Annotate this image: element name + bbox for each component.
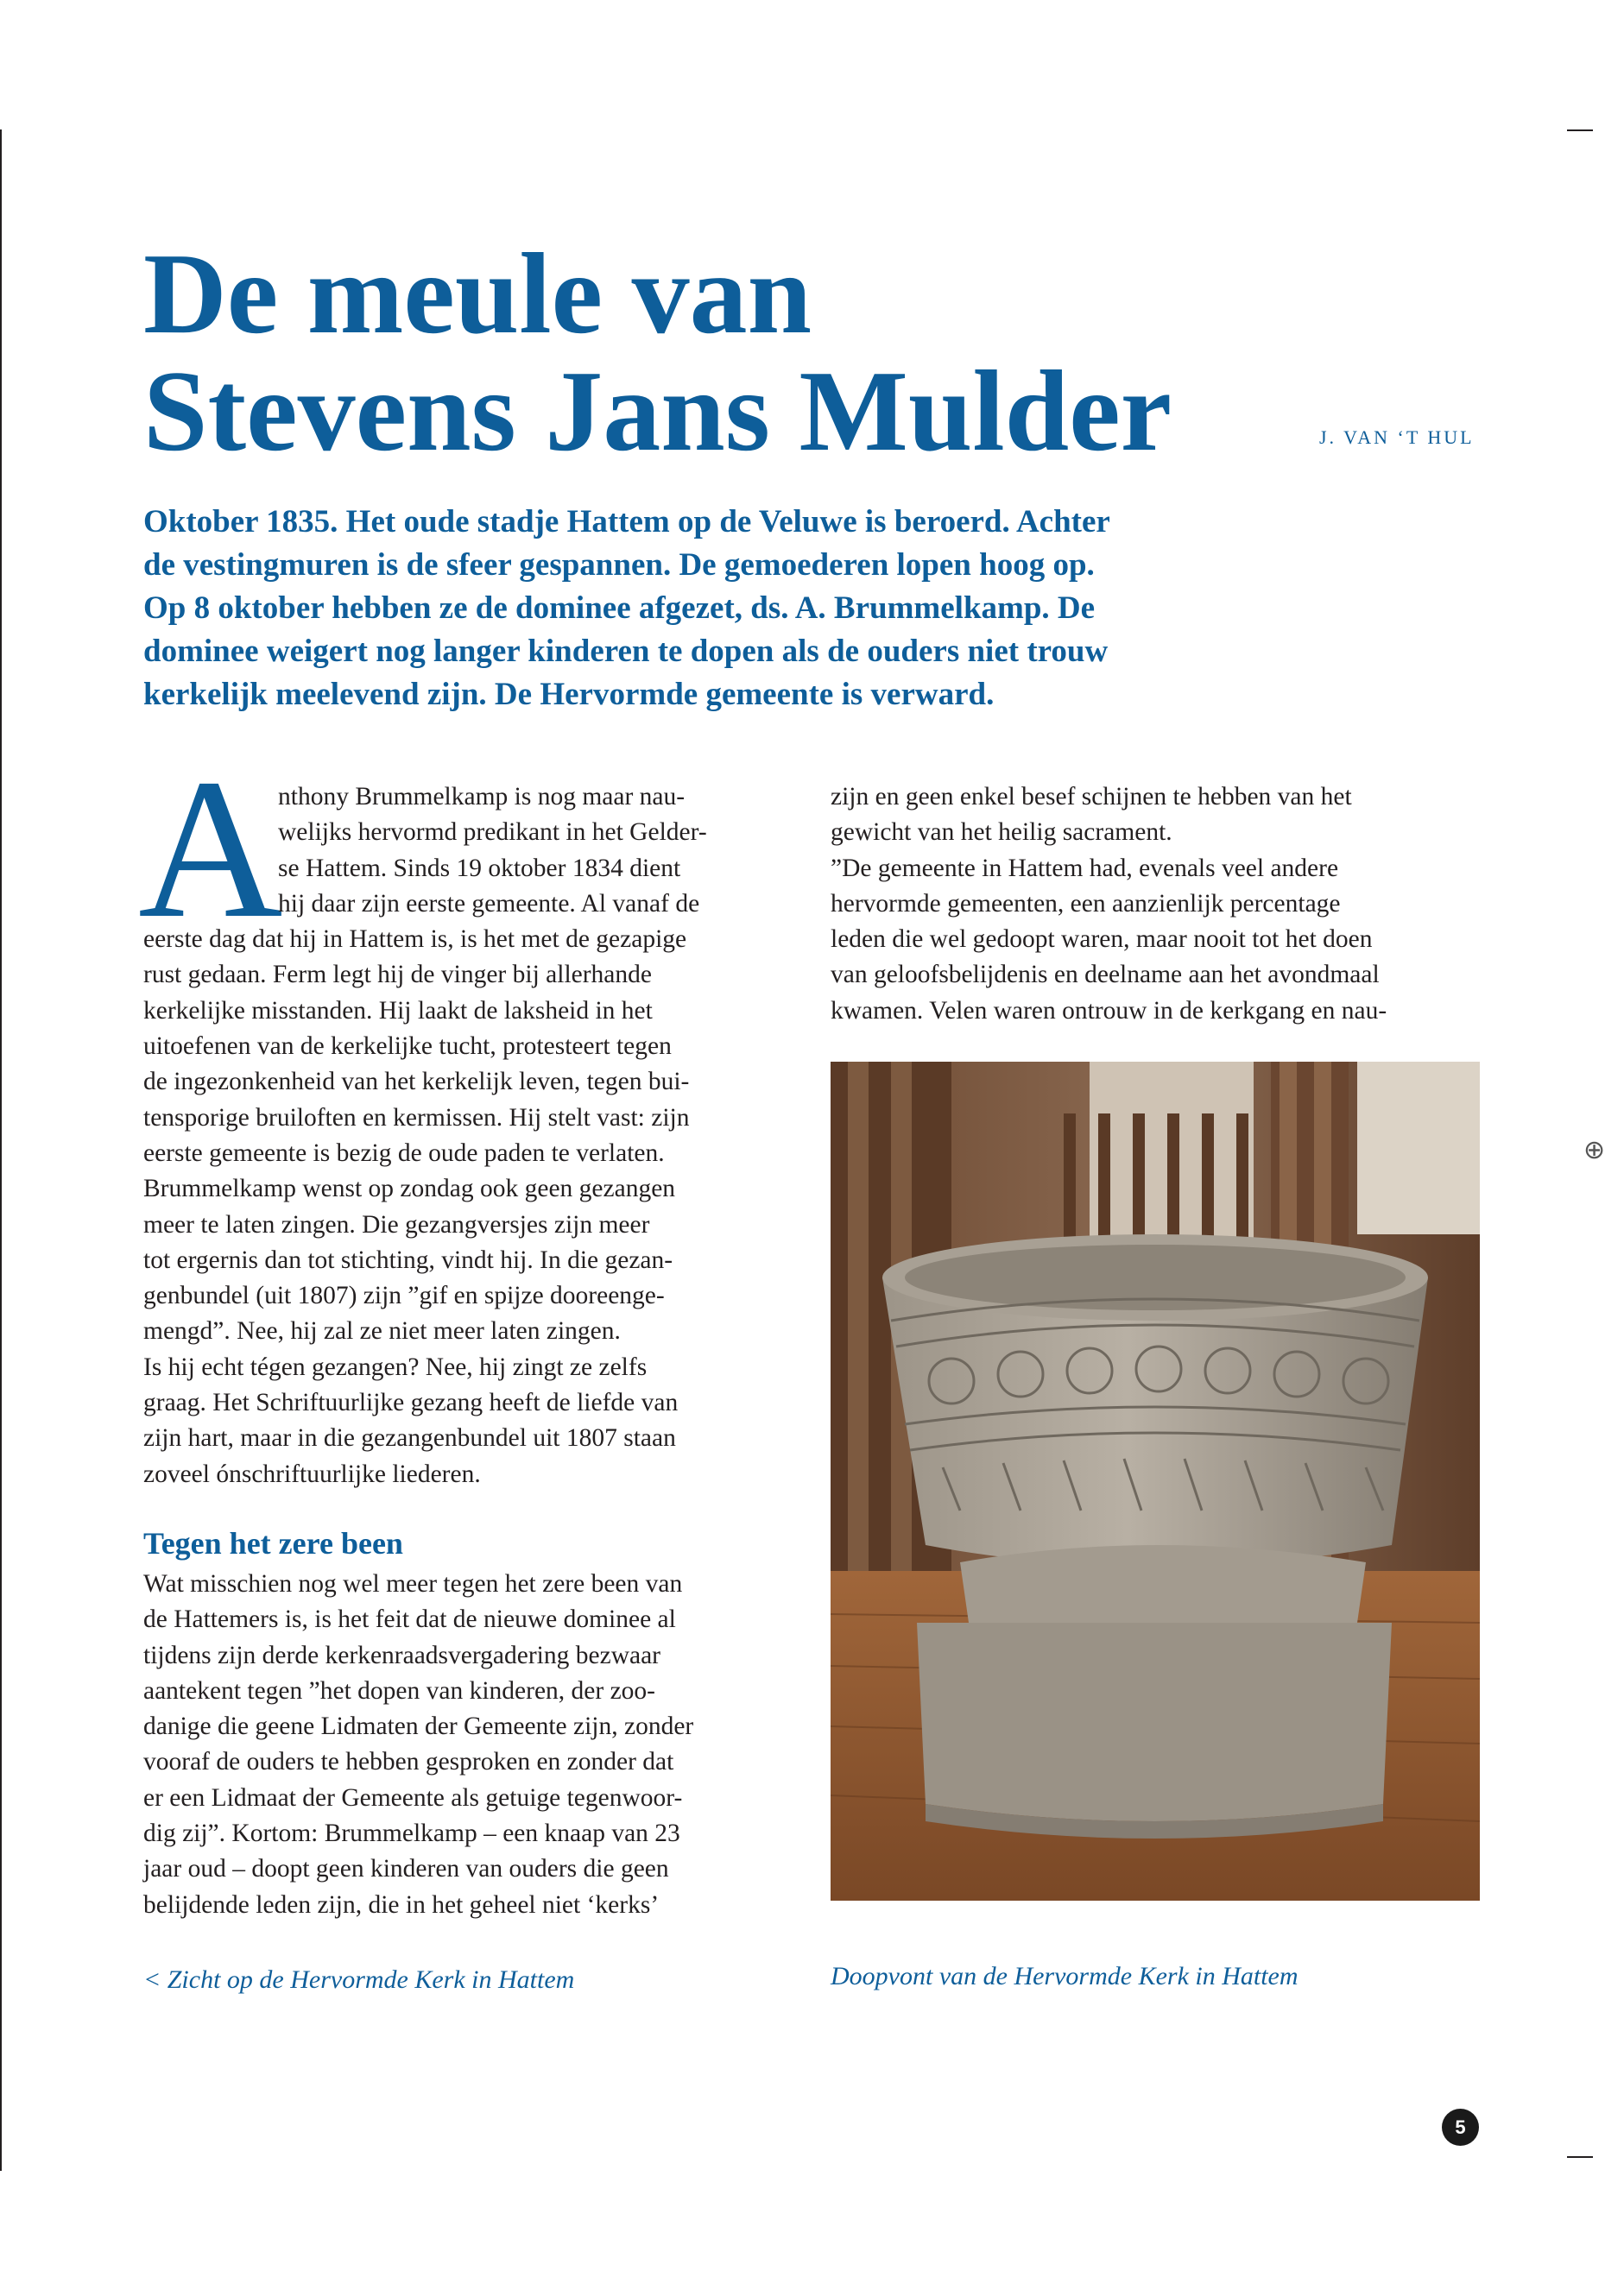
body-line: de ingezonkenheid van het kerkelijk leven, tegen bui-	[143, 1068, 690, 1096]
drop-cap: A	[138, 738, 283, 960]
body-line: hij daar zijn eerste gemeente. Al vanaf de	[278, 889, 700, 918]
lede-line: kerkelijk meelevend zijn. De Hervormde gemeente is verward.	[143, 677, 995, 712]
body-line: vooraf de ouders te hebben gesproken en zonder dat	[143, 1748, 674, 1776]
body-line: Is hij echt tégen gezangen? Nee, hij zingt ze zelfs	[143, 1353, 648, 1381]
body-line: genbundel (uit 1807) zijn ”gif en spijze dooreenge-	[143, 1282, 665, 1310]
article-title	[143, 230, 1172, 475]
crop-mark-left	[0, 129, 2, 2171]
title-line: De meule van	[143, 230, 812, 357]
body-line: Wat misschien nog wel meer tegen het zere been van	[143, 1570, 683, 1598]
baptismal-font-photo	[831, 1062, 1480, 1901]
body-line: leden die wel gedoopt waren, maar nooit tot het doen	[831, 925, 1373, 954]
body-line: kerkelijke misstanden. Hij laakt de laksheid in het	[143, 996, 653, 1025]
lede-line: Oktober 1835. Het oude stadje Hattem op de Veluwe is beroerd. Achter	[143, 504, 1110, 539]
author-byline: J. VAN ‘T HUL	[1319, 426, 1475, 448]
body-line: tijdens zijn derde kerkenraadsvergadering bezwaar	[143, 1641, 661, 1669]
body-column-left	[143, 779, 799, 1492]
body-line: se Hattem. Sinds 19 oktober 1834 dient	[278, 854, 681, 882]
body-line: hervormde gemeenten, een aanzienlijk percentage	[831, 889, 1341, 918]
body-line: de Hattemers is, is het feit dat de nieuwe dominee al	[143, 1605, 676, 1634]
body-line: mengd”. Nee, hij zal ze niet meer laten zingen.	[143, 1317, 621, 1346]
body-column-right	[831, 779, 1487, 1029]
lede-line: Op 8 oktober hebben ze de dominee afgezet, ds. A. Brummelkamp. De	[143, 590, 1096, 626]
body-line: rust gedaan. Ferm legt hij de vinger bij allerhande	[143, 961, 652, 989]
caption-church-view: < Zicht op de Hervormde Kerk in Hattem	[143, 1965, 575, 1994]
body-line: van geloofsbelijdenis en deelname aan het avondmaal	[831, 961, 1380, 989]
body-line: graag. Het Schriftuurlijke gezang heeft de liefde van	[143, 1389, 679, 1417]
lede-paragraph	[143, 501, 1387, 716]
body-line: danige die geene Lidmaten der Gemeente zijn, zonder	[143, 1713, 694, 1741]
body-line: welijks hervormd predikant in het Gelder-	[278, 818, 707, 847]
body-line: uitoefenen van de kerkelijke tucht, protesteert tegen	[143, 1032, 672, 1061]
body-line: meer te laten zingen. Die gezangversjes zijn meer	[143, 1210, 650, 1239]
body-line: Brummelkamp wenst op zondag ook geen gezangen	[143, 1175, 676, 1203]
body-line: zoveel ónschriftuurlijke liederen.	[143, 1460, 481, 1488]
body-line: zijn en geen enkel besef schijnen te hebben van het	[831, 783, 1352, 811]
body-line: belijdende leden zijn, die in het geheel niet ‘kerks’	[143, 1890, 660, 1919]
page-number-badge: 5	[1442, 2109, 1479, 2146]
body-line: tensporige bruiloften en kermissen. Hij stelt vast: zijn	[143, 1103, 690, 1132]
body-line: dig zij”. Kortom: Brummelkamp – een knaap van 23	[143, 1820, 680, 1848]
body-line: ”De gemeente in Hattem had, evenals veel andere	[831, 854, 1339, 882]
title-line: Stevens Jans Mulder	[143, 347, 1172, 475]
caption-baptismal-font: Doopvont van de Hervormde Kerk in Hattem	[831, 1962, 1299, 1990]
body-line: aantekent tegen ”het dopen van kinderen, der zoo-	[143, 1676, 656, 1705]
lede-line: de vestingmuren is de sfeer gespannen. De gemoederen lopen hoog op.	[143, 547, 1095, 583]
body-column-left-continued	[143, 1567, 799, 1923]
registration-mark: ⊕	[1583, 1135, 1605, 1165]
body-line: eerste gemeente is bezig de oude paden te verlaten.	[143, 1139, 665, 1167]
body-line: zijn hart, maar in die gezangenbundel uit 1807 staan	[143, 1424, 676, 1453]
body-line: kwamen. Velen waren ontrouw in de kerkgang en nau-	[831, 996, 1387, 1025]
body-line: gewicht van het heilig sacrament.	[831, 818, 1172, 847]
crop-mark-bottom-right	[1567, 2156, 1593, 2158]
body-line: eerste dag dat hij in Hattem is, is het met de gezapige	[143, 925, 687, 954]
crop-mark-top-right	[1567, 129, 1593, 131]
body-line: er een Lidmaat der Gemeente als getuige tegenwoor-	[143, 1783, 683, 1812]
lede-line: dominee weigert nog langer kinderen te dopen als de ouders niet trouw	[143, 634, 1109, 669]
section-subheading: Tegen het zere been	[143, 1526, 403, 1561]
body-line: jaar oud – doopt geen kinderen van ouders die geen	[143, 1855, 669, 1883]
body-line: nthony Brummelkamp is nog maar nau-	[278, 783, 686, 811]
body-line: tot ergernis dan tot stichting, vindt hij. In die gezan-	[143, 1246, 673, 1274]
